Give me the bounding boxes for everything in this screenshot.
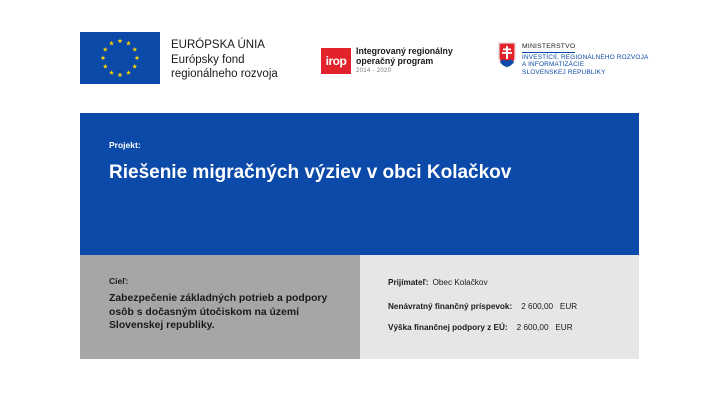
eu-star-icon [132,47,137,52]
goal-label: Cieľ: [109,276,129,286]
grant-row [388,302,577,311]
grant-label: Nenávratný finančný príspevok: [388,302,513,311]
eu-star-icon [126,70,131,75]
ministry-logo-text [522,43,648,76]
funding-info-panel [360,255,639,359]
irop-line-2: operačný program [356,56,434,66]
irop-logo-text [356,46,453,76]
irop-logo-icon [321,48,351,74]
eu-support-value: 2 600,00 EUR [516,323,573,332]
eu-support-row [388,323,573,332]
eu-star-icon [132,64,137,69]
grant-value: 2 600,00 EUR [521,302,578,311]
recipient-label: Prijímateľ: [388,278,429,287]
eu-flag-icon [80,32,160,84]
eu-star-icon [126,41,131,46]
eu-support-label: Výška finančnej podpory z EÚ: [388,323,508,332]
ministry-line-4: SLOVENSKEJ REPUBLIKY [522,68,606,76]
eu-star-icon [118,38,123,43]
eu-star-icon [109,70,114,75]
goal-text: Zabezpečenie základných potrieb a podpory osôb s dočasným útočiskom na území Slovenskej republiky. [109,293,328,331]
eu-star-icon [103,64,108,69]
eu-line-2: Európsky fond [171,53,245,66]
goal-panel [80,255,360,359]
eu-stars [80,32,160,84]
irop-mark: irop [325,54,347,68]
eu-line-3: regionálneho rozvoja [171,68,278,80]
eu-star-icon [118,72,123,77]
project-title: Riešenie migračných výziev v obci Kolačkov [109,162,512,183]
project-banner [80,113,639,255]
recipient-value: Obec Kolačkov [432,278,488,287]
recipient-row [388,278,488,287]
ministry-line-3: A INFORMATIZÁCIE [522,61,585,69]
eu-star-icon [135,55,140,60]
eu-star-icon [109,41,114,46]
slovak-coat-of-arms-icon [498,42,516,68]
irop-line-1: Integrovaný regionálny [356,46,453,56]
eu-star-icon [103,47,108,52]
irop-years: 2014 - 2020 [356,68,392,74]
eu-line-1: EURÓPSKA ÚNIA [171,39,265,51]
ministry-line-2: INVESTÍCIÍ, REGIONÁLNEHO ROZVOJA [522,53,649,61]
eu-logo-text [171,38,278,82]
project-label: Projekt: [109,140,141,150]
eu-star-icon [101,55,106,60]
ministry-line-1: MINISTERSTVO [522,43,575,53]
